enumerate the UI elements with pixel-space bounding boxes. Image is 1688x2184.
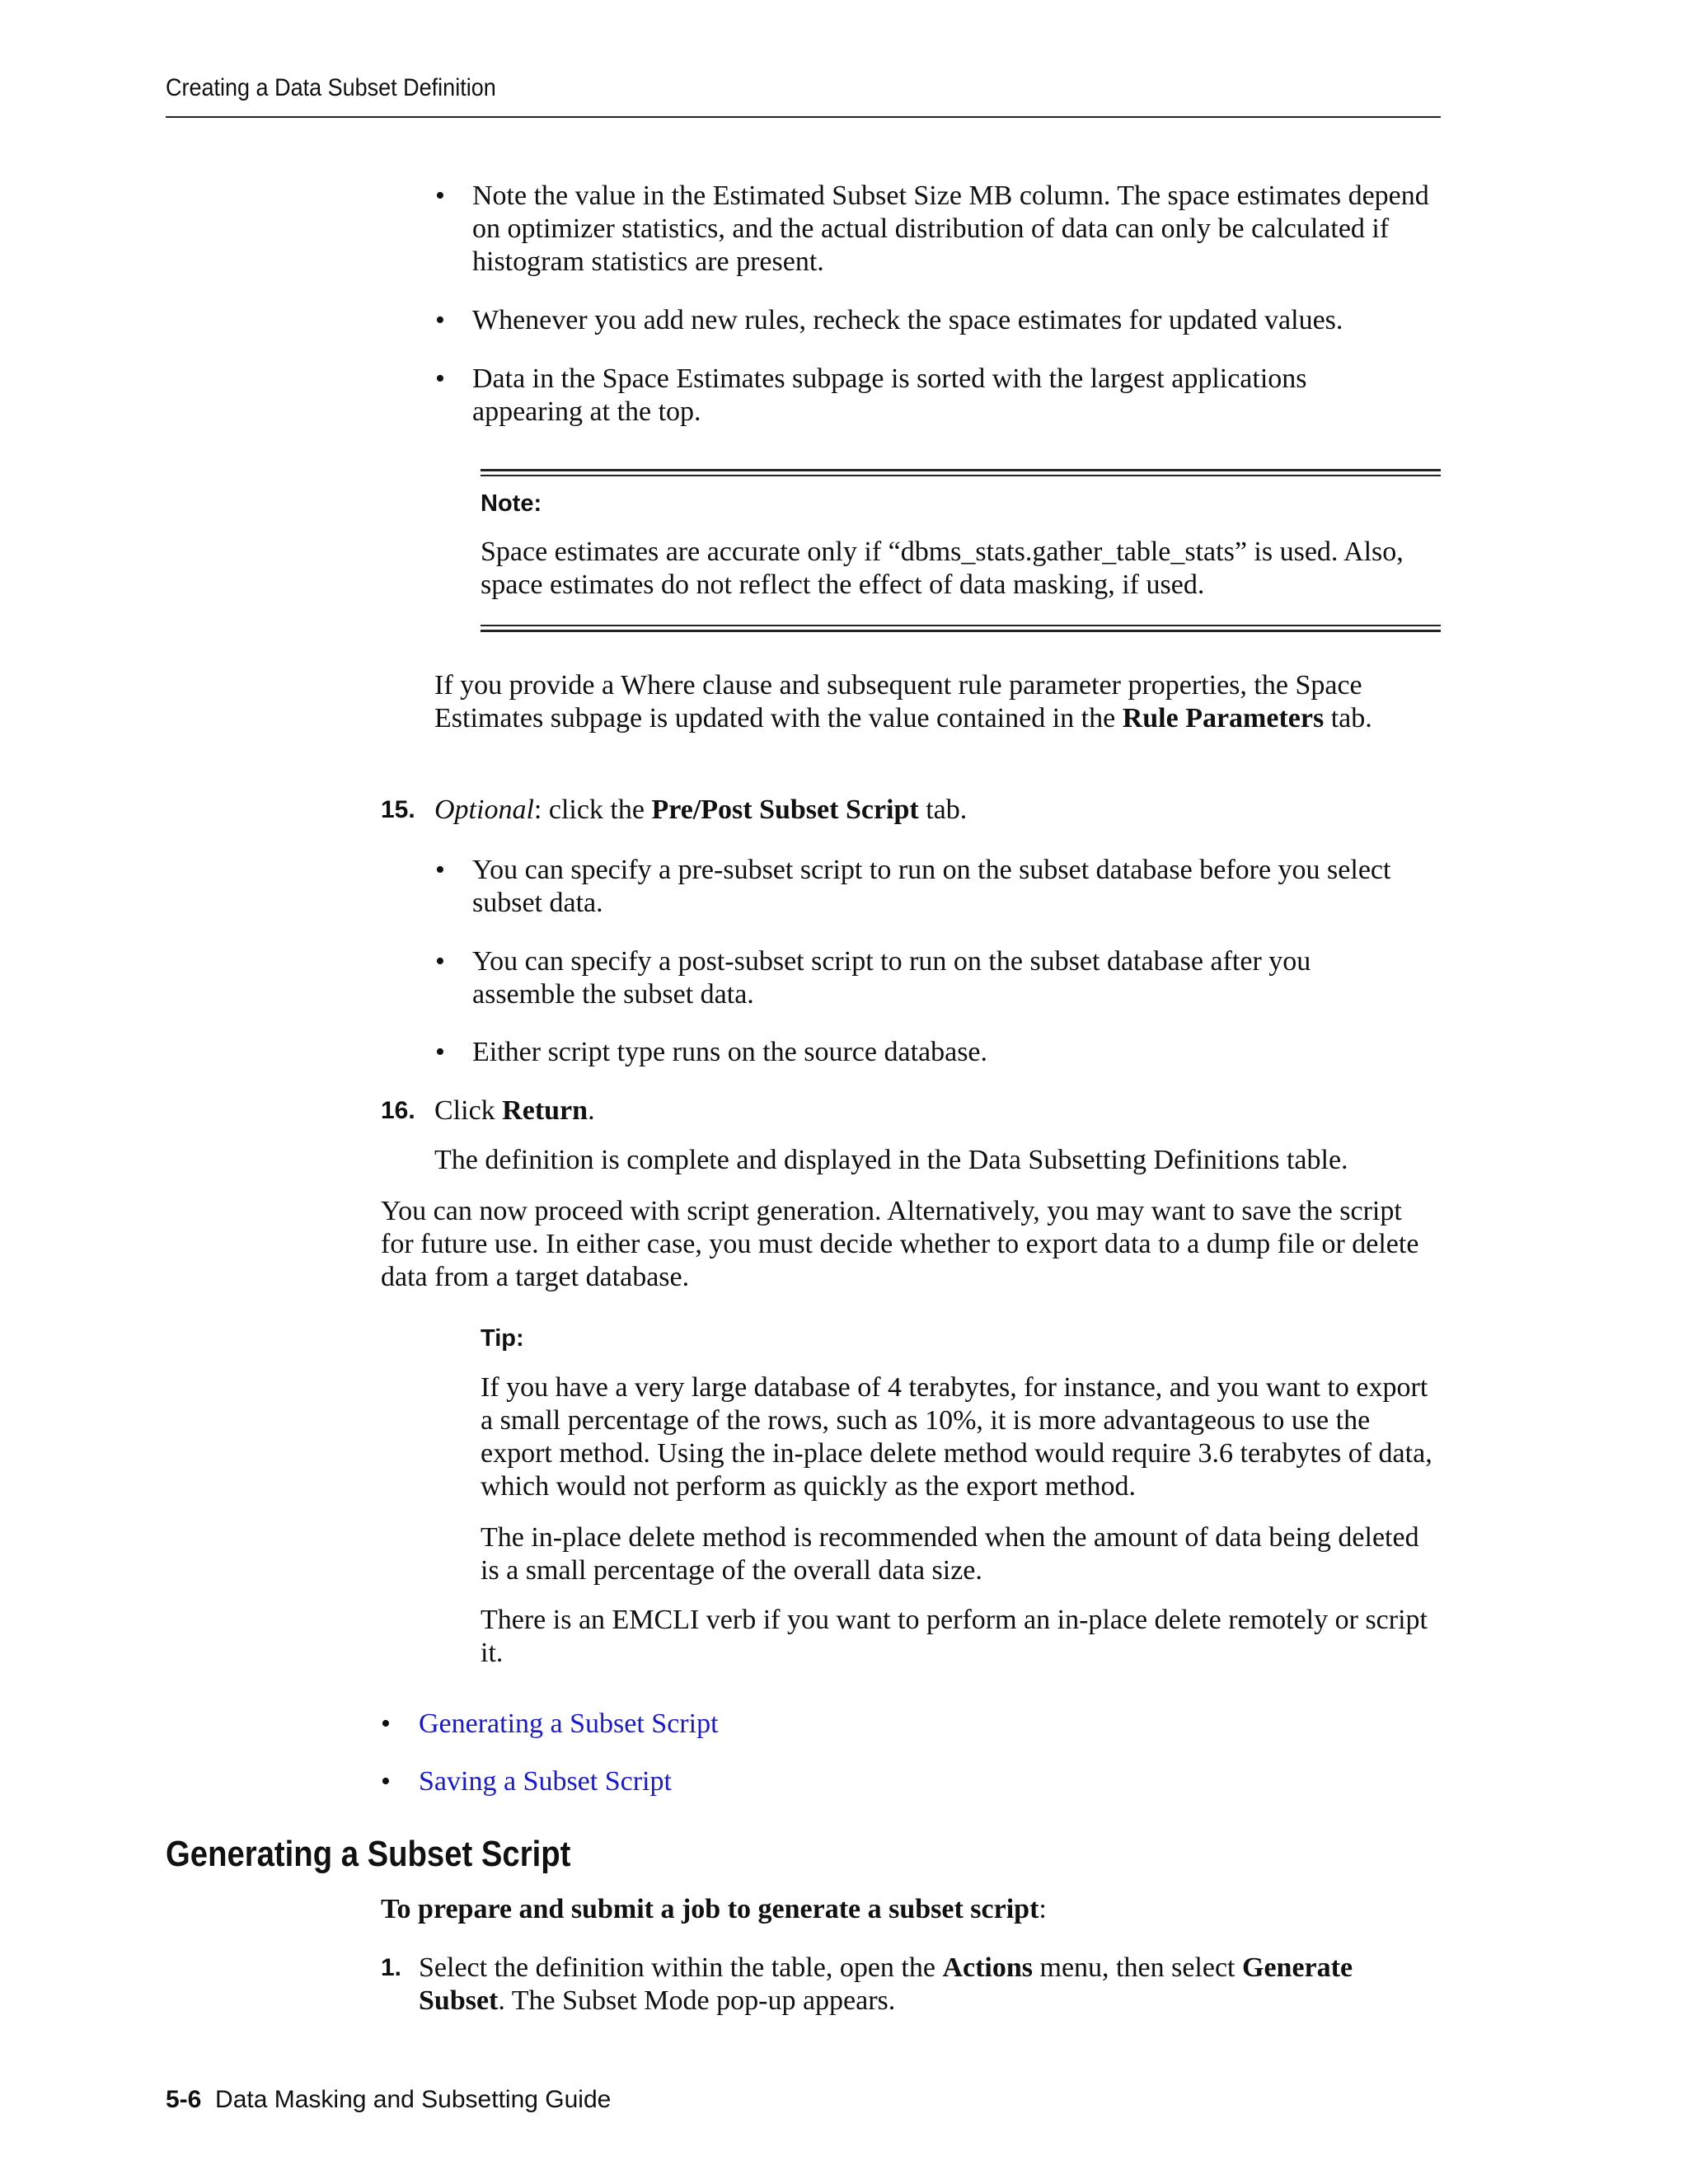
- tip-paragraph: There is an EMCLI verb if you want to perform an in-place delete remotely or script it.: [481, 1605, 1428, 1668]
- where-clause-paragraph: [434, 669, 1407, 735]
- note-rule-top-inner: [481, 475, 1441, 476]
- where-text-suffix: tab.: [1324, 703, 1372, 733]
- bullet-dot: •: [435, 180, 445, 211]
- tip-paragraph: The in-place delete method is recommended when the amount of data being deleted is a small percentage of the overall data size.: [481, 1522, 1419, 1586]
- page-number: 5-6: [166, 2086, 202, 2113]
- bullet-dot: •: [381, 1708, 391, 1739]
- link-generating-subset-script[interactable]: Generating a Subset Script: [419, 1708, 719, 1739]
- bullet-dot: •: [435, 855, 445, 885]
- step-text: tab.: [918, 794, 968, 825]
- tip-paragraph: If you have a very large database of 4 terabytes, for instance, and you want to export a small percentage of the rows, such as 10%, it is more advantageous to use the export method. Using the in-place delete method would require 3.6 terabytes of data, which would not perform as quickly as the export method.: [481, 1372, 1432, 1502]
- section-lead: [381, 1893, 1411, 1926]
- step-text: .: [588, 1095, 595, 1126]
- step-text: Click: [434, 1095, 503, 1126]
- rule-parameters-term: Rule Parameters: [1122, 703, 1325, 733]
- proceed-paragraph: You can now proceed with script generation. Alternatively, you may want to save the script for future use. In either case, you must decide whether to export data to a dump file or delete data from a target database.: [381, 1196, 1419, 1292]
- bullet-text: Data in the Space Estimates subpage is sorted with the largest applications appearing at the top.: [472, 363, 1307, 427]
- generate-subset-term: Generate Subset: [419, 1952, 1353, 2016]
- bullet-text: You can specify a pre-subset script to run on the subset database before you select subset data.: [472, 855, 1391, 918]
- section-lead-colon: :: [1039, 1894, 1047, 1924]
- step-number: 1.: [381, 1954, 402, 1981]
- bullet-dot: •: [381, 1766, 391, 1797]
- where-text-prefix: If you provide a Where clause and subsequent rule parameter properties, the Space Estimates subpage is updated with the value contained in the: [434, 670, 1362, 733]
- bullet-text: You can specify a post-subset script to run on the subset database after you assemble the subset data.: [472, 946, 1311, 1010]
- step-15-text: [434, 794, 1423, 827]
- step-number: 15.: [381, 796, 415, 823]
- running-header: Creating a Data Subset Definition: [166, 74, 496, 101]
- step-text: : click the: [533, 794, 652, 825]
- return-term: Return: [502, 1095, 588, 1126]
- note-label: Note:: [481, 490, 542, 517]
- note-rule-top: [481, 469, 1441, 471]
- step-text: menu, then select: [1033, 1952, 1242, 1983]
- bullet-dot: •: [435, 305, 445, 335]
- bullet-dot: •: [435, 1037, 445, 1067]
- tip-label: Tip:: [481, 1325, 524, 1352]
- note-text: Space estimates are accurate only if “dbms_stats.gather_table_stats” is used. Also, space estimates do not reflect the effect of data masking, if used.: [481, 537, 1404, 600]
- optional-term: Optional: [434, 794, 534, 825]
- bullet-text: Either script type runs on the source database.: [472, 1037, 988, 1067]
- section-lead-bold: To prepare and submit a job to generate a subset script: [381, 1894, 1039, 1924]
- step-16-text: [434, 1094, 1423, 1127]
- section-heading: Generating a Subset Script: [166, 1834, 571, 1874]
- step-number: 16.: [381, 1097, 415, 1124]
- step-text: . The Subset Mode pop-up appears.: [498, 1985, 896, 2016]
- guide-title: Data Masking and Subsetting Guide: [215, 2086, 612, 2113]
- pre-post-script-tab-term: Pre/Post Subset Script: [651, 794, 919, 825]
- step-16-result: The definition is complete and displayed in the Data Subsetting Definitions table.: [434, 1145, 1348, 1175]
- bullet-text: Whenever you add new rules, recheck the space estimates for updated values.: [472, 305, 1343, 335]
- bullet-text: Note the value in the Estimated Subset Size MB column. The space estimates depend on optimizer statistics, and the actual distribution of data can only be calculated if histogram statistics are present.: [472, 180, 1429, 277]
- step-1-text: [419, 1952, 1441, 2018]
- actions-menu-term: Actions: [942, 1952, 1034, 1983]
- step-text: Select the definition within the table, open the: [419, 1952, 943, 1983]
- header-rule: [166, 116, 1441, 118]
- bullet-dot: •: [435, 363, 445, 394]
- bullet-dot: •: [435, 946, 445, 977]
- note-rule-bottom: [481, 630, 1441, 632]
- link-saving-subset-script[interactable]: Saving a Subset Script: [419, 1766, 672, 1797]
- note-rule-bottom-inner: [481, 625, 1441, 626]
- page-footer: [166, 2085, 611, 2115]
